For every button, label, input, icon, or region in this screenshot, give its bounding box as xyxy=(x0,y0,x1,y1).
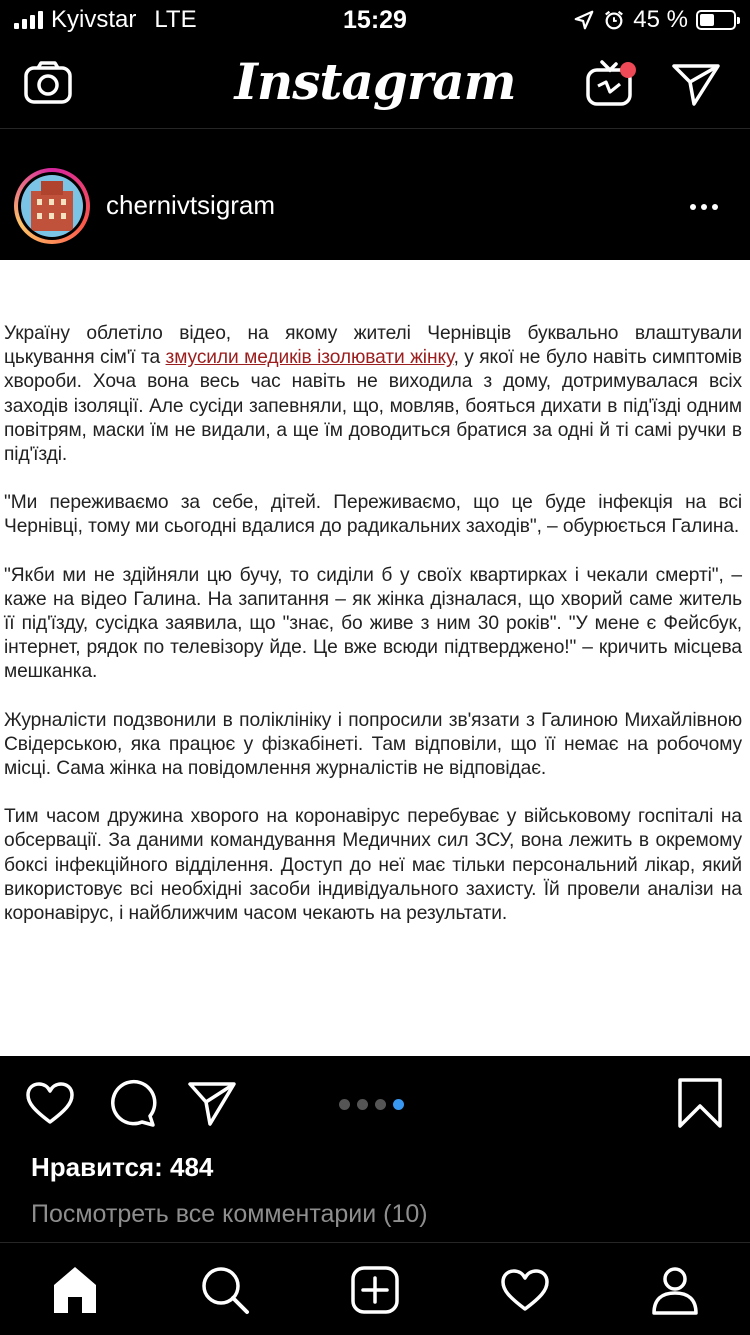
carousel-dot xyxy=(393,1099,404,1110)
article-paragraph: Україну облетіло відео, на якому жителі Чернівців буквально влаштували цькування сім'ї та змусили медиків ізолювати жінку, у якої не було навіть симптомів хвороби. Хоча вона весь час навіть не виходила з дому, дотримувалася всіх заходів ізоляції. Але сусіди запевняли, що, мовляв, бояться дихати в під'їзді одним повітрям, маски їм не видали, а ще їм доводиться братися за одні й ті самі ручки в під'їзді. xyxy=(4,323,743,466)
post-username[interactable]: chernivtsigram xyxy=(106,190,276,220)
direct-message-icon[interactable] xyxy=(670,58,722,110)
like-heart-icon[interactable] xyxy=(24,1078,76,1130)
likes-count[interactable]: Нравится: 484 xyxy=(31,1152,214,1182)
avatar[interactable] xyxy=(14,168,90,244)
clock: 15:29 xyxy=(343,6,407,34)
battery-percent: 45 % xyxy=(633,6,688,33)
view-comments-link[interactable]: Посмотреть все комментарии (10) xyxy=(31,1200,428,1228)
article-text xyxy=(4,322,742,950)
carousel-dot xyxy=(357,1099,368,1110)
notification-dot xyxy=(620,62,636,78)
bottom-navigation xyxy=(0,1242,750,1335)
status-bar xyxy=(0,0,750,44)
alarm-icon xyxy=(603,9,625,31)
carrier-label: Kyivstar xyxy=(51,6,137,33)
bookmark-icon[interactable] xyxy=(674,1078,726,1130)
article-paragraph: Журналісти подзвонили в поліклініку і попросили зв'язати з Галиною Михайлівною Свідерською, яка працює у фізкабінеті. Там відповіли, що її немає на робочому місці. Сама жінка на повідомлення журналістів не відповідає. xyxy=(4,709,742,780)
instagram-logo: Instagram xyxy=(234,52,516,111)
activity-icon[interactable] xyxy=(500,1265,550,1315)
post-actions xyxy=(0,1056,750,1156)
share-icon[interactable] xyxy=(186,1078,238,1130)
article-paragraph: Тим часом дружина хворого на коронавірус перебуває у військовому госпіталі на обсервації. За даними командування Медичних сил ЗСУ, вона лежить в окремому боксі інфекційного відділення. Доступ до неї має тільки персональний лікар, який використовує всі необхідні засоби індивідуального захисту. Їй провели аналізи на коронавірус, і найближчим часом чекають на результати. xyxy=(4,806,742,925)
article-paragraph: "Якби ми не здійняли цю бучу, то сиділи б у своїх квартирках і чекали смерті", – каже на відео Галина. На запитання – як жінка дізналася, що хворий саме житель її під'їзду, сусідка заявила, що "знає, бо живе з ним 30 років". "У мене є Фейсбук, інтернет, рядок по телевізору йде. Це вже всюди підтверджено!" – кричить місцева мешканка. xyxy=(4,564,742,683)
carousel-dot xyxy=(339,1099,350,1110)
battery-icon xyxy=(696,10,736,30)
post-image[interactable] xyxy=(0,260,750,1056)
add-post-icon[interactable] xyxy=(350,1265,400,1315)
post-header xyxy=(0,160,750,260)
profile-icon[interactable] xyxy=(650,1265,700,1315)
article-link[interactable]: змусили медиків ізолювати жінку xyxy=(165,347,454,369)
more-options-icon[interactable] xyxy=(690,204,718,210)
home-icon[interactable] xyxy=(50,1265,100,1315)
article-paragraph: "Ми переживаємо за себе, дітей. Переживаємо, що це буде інфекція на всі Чернівці, тому ми сьогодні вдалися до радикальних заходів", – обурюється Галина. xyxy=(4,492,742,538)
carousel-dot xyxy=(375,1099,386,1110)
carousel-indicator xyxy=(339,1099,404,1110)
app-header xyxy=(0,44,750,129)
comment-icon[interactable] xyxy=(106,1078,158,1130)
search-icon[interactable] xyxy=(200,1265,250,1315)
location-icon xyxy=(573,9,595,31)
network-label: LTE xyxy=(154,6,197,33)
